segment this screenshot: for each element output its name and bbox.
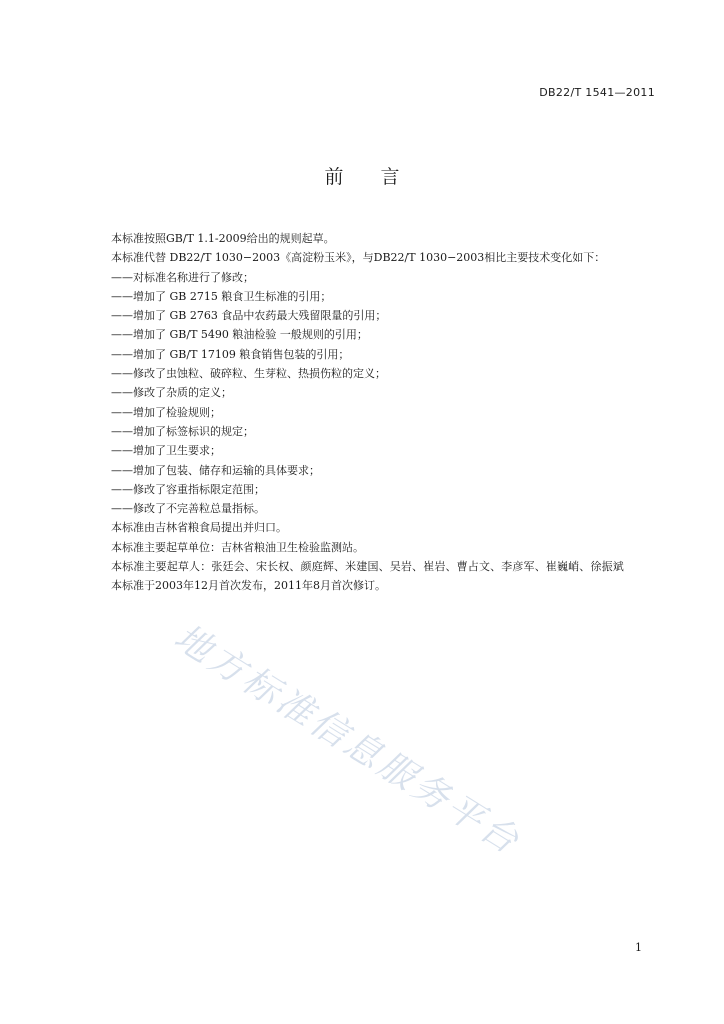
change-item: ——修改了不完善粒总量指标。 — [111, 502, 265, 516]
page-title: 前言 — [324, 166, 437, 188]
proposer-line: 本标准由吉林省粮食局提出并归口。 — [111, 521, 287, 535]
change-item: ——修改了杂质的定义； — [111, 386, 232, 400]
history-line: 本标准于2003年12月首次发布，2011年8月首次修订。 — [111, 579, 386, 593]
change-item: ——增加了 GB/T 17109 粮食销售包装的引用； — [111, 347, 350, 361]
foreword-content — [89, 229, 663, 596]
change-item: ——对标准名称进行了修改； — [111, 270, 254, 284]
drafting-rule-line: 本标准按照GB/T 1.1-2009给出的规则起草。 — [111, 232, 335, 245]
change-item: ——增加了 GB/T 5490 粮油检验 一般规则的引用； — [111, 328, 368, 342]
change-item: ——增加了卫生要求； — [111, 444, 221, 458]
drafting-unit-line: 本标准主要起草单位：吉林省粮油卫生检验监测站。 — [111, 540, 364, 554]
change-item: ——增加了 GB 2763 食品中农药最大残留限量的引用； — [111, 309, 387, 323]
standard-code-header: DB22/T 1541—2011 — [539, 86, 655, 99]
change-item: ——增加了 GB 2715 粮食卫生标准的引用； — [111, 289, 332, 303]
change-item: ——修改了容重指标限定范围； — [111, 482, 265, 496]
page-number: 1 — [635, 941, 642, 954]
change-item: ——增加了检验规则； — [111, 405, 221, 419]
change-item: ——增加了包装、储存和运输的具体要求； — [111, 463, 320, 477]
drafters-line: 本标准主要起草人：张廷会、宋长权、颜庭辉、米建国、吴岩、崔岩、曹占文、李彦军、崔巍峭、徐振斌 — [111, 560, 624, 574]
replacement-line: 本标准代替 DB22/T 1030−2003《高淀粉玉米》，与DB22/T 1030−2003相比主要技术变化如下： — [111, 251, 606, 265]
change-item: ——修改了虫蚀粒、破碎粒、生芽粒、热损伤粒的定义； — [111, 367, 386, 381]
watermark: 地方标准信息服务平台 — [167, 616, 528, 864]
change-item: ——增加了标签标识的规定； — [111, 424, 254, 438]
